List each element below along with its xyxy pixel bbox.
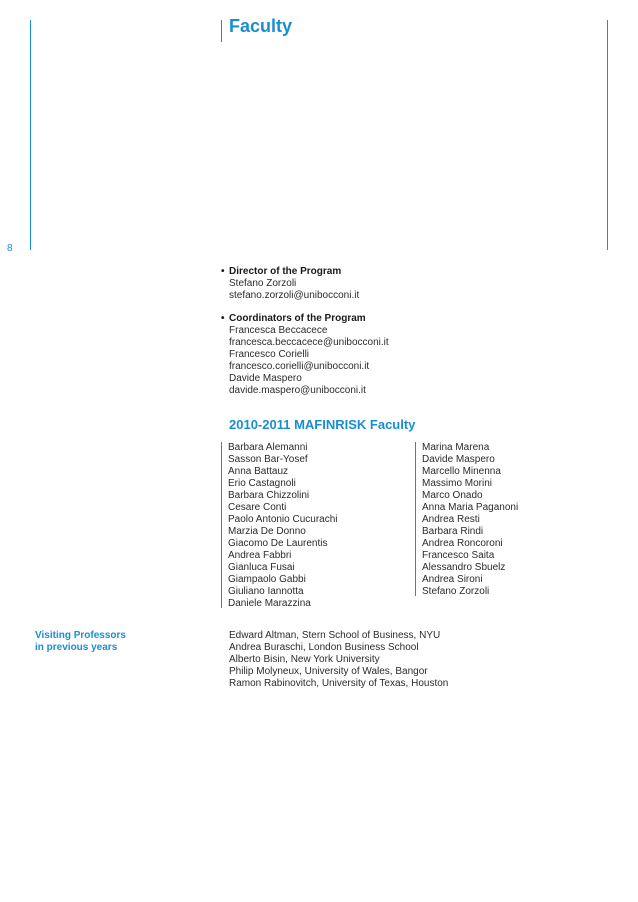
visiting-label-line: in previous years [35,642,118,653]
coordinator-name: Davide Maspero [229,373,302,384]
faculty-member: Andrea Sironi [422,574,483,585]
faculty-member: Marcello Minenna [422,466,501,477]
visiting-professors-label [35,630,126,654]
faculty-member: Stefano Zorzoli [422,586,490,597]
faculty-member: Andrea Roncoroni [422,538,503,549]
director-heading [221,266,359,278]
faculty-member: Cesare Conti [228,502,287,513]
right-margin-rule [607,20,608,250]
visiting-professor: Alberto Bisin, New York University [229,654,380,665]
visiting-professor: Philip Molyneux, University of Wales, Bangor [229,666,428,677]
faculty-member: Marco Onado [422,490,483,501]
faculty-member: Andrea Fabbri [228,550,292,561]
director-email[interactable]: stefano.zorzoli@unibocconi.it [229,290,360,301]
coordinators-heading [221,313,389,325]
faculty-member: Sasson Bar-Yosef [228,454,308,465]
faculty-member: Giampaolo Gabbi [228,574,306,585]
faculty-member: Marzia De Donno [228,526,306,537]
visiting-professors-list [229,630,448,690]
visiting-label-line: Visiting Professors [35,630,126,641]
faculty-column-b [415,442,518,598]
faculty-member: Alessandro Sbuelz [422,562,506,573]
faculty-member: Davide Maspero [422,454,495,465]
coordinators-block [221,313,389,397]
faculty-member: Barbara Alemanni [228,442,308,453]
left-margin-rule [30,20,31,250]
faculty-member: Giuliano Iannotta [228,586,304,597]
coordinator-email[interactable]: davide.maspero@unibocconi.it [229,385,366,396]
faculty-member: Giacomo De Laurentis [228,538,328,549]
faculty-member: Francesco Saita [422,550,495,561]
faculty-member: Paolo Antonio Cucurachi [228,514,338,525]
bullet-icon: • [221,313,225,324]
faculty-member: Massimo Morini [422,478,493,489]
coordinator-name: Francesca Beccacece [229,325,328,336]
faculty-member: Daniele Marazzina [228,598,311,609]
page-number: 8 [7,243,13,254]
faculty-member: Barbara Chizzolini [228,490,310,501]
faculty-section-title: 2010-2011 MAFINRISK Faculty [229,417,416,432]
visiting-professor: Ramon Rabinovitch, University of Texas, Houston [229,678,449,689]
page-title: Faculty [229,16,293,36]
faculty-member: Marina Marena [422,442,490,453]
visiting-professor: Andrea Buraschi, London Business School [229,642,419,653]
director-block [221,266,359,302]
faculty-member: Erio Castagnoli [228,478,296,489]
coordinator-email[interactable]: francesco.corielli@unibocconi.it [229,361,370,372]
coordinators-heading-text: Coordinators of the Program [229,313,366,324]
faculty-member: Gianluca Fusai [228,562,295,573]
content-rule [221,20,222,42]
faculty-member: Anna Maria Paganoni [422,502,519,513]
visiting-professor: Edward Altman, Stern School of Business, NYU [229,630,441,641]
faculty-member: Barbara Rindi [422,526,484,537]
coordinator-name: Francesco Corielli [229,349,310,360]
faculty-column-a [221,442,338,610]
faculty-member: Anna Battauz [228,466,289,477]
director-heading-text: Director of the Program [229,266,342,277]
coordinator-email[interactable]: francesca.beccacece@unibocconi.it [229,337,389,348]
bullet-icon: • [221,266,225,277]
director-name: Stefano Zorzoli [229,278,297,289]
faculty-member: Andrea Resti [422,514,480,525]
